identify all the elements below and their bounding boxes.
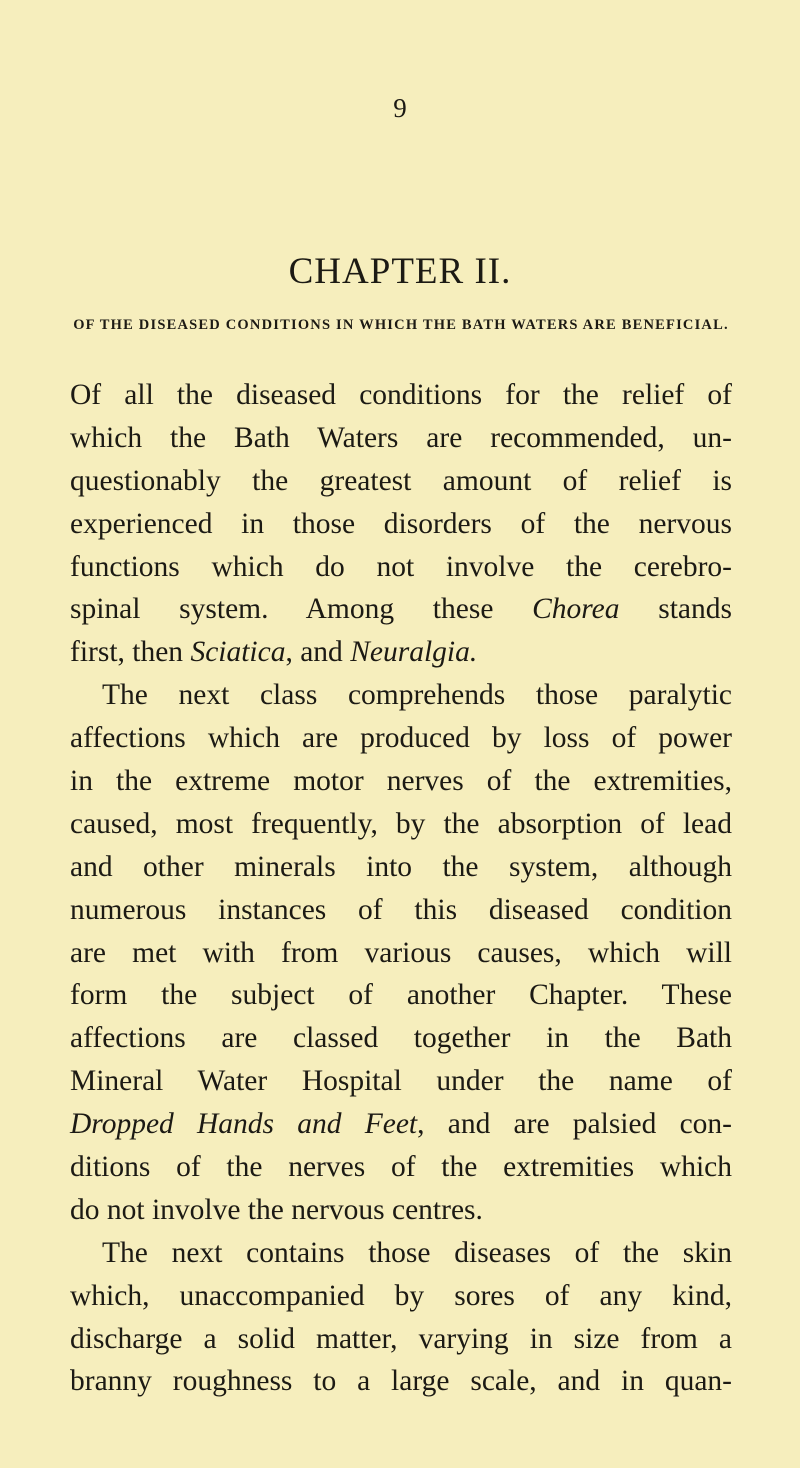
text-line: branny roughness to a large scale, and in quan- [70, 1365, 732, 1398]
text-line: affections are classed together in the Bath [70, 1022, 732, 1055]
text-line: ditions of the nerves of the extremities which [70, 1151, 732, 1184]
text-line: first, then Sciatica, and Neuralgia. [70, 636, 478, 669]
italic-term-dropped-hands-and-feet: Dropped Hands and Feet [70, 1108, 418, 1141]
text-line: spinal system. Among these Chorea stands [70, 593, 732, 626]
chapter-title: CHAPTER II. [288, 251, 512, 292]
text-line: numerous instances of this diseased condition [70, 893, 732, 926]
italic-term-neuralgia: Neuralgia. [350, 636, 478, 669]
text-line: The next contains those diseases of the skin [102, 1236, 732, 1269]
text-line: which the Bath Waters are recommended, un- [70, 421, 732, 454]
italic-term-chorea: Chorea [532, 593, 620, 626]
text-line: are met with from various causes, which will [70, 936, 732, 969]
chapter-subheading: OF THE DISEASED CONDITIONS IN WHICH THE BATH WATERS ARE BENEFICIAL. [73, 317, 729, 333]
text-line: which, unaccompanied by sores of any kind, [70, 1279, 732, 1312]
text-line: do not involve the nervous centres. [70, 1193, 483, 1226]
text-line: and other minerals into the system, although [70, 850, 732, 883]
text-line: functions which do not involve the cerebro- [70, 550, 732, 583]
body-text [70, 374, 732, 1403]
text-line: in the extreme motor nerves of the extremities, [70, 765, 732, 798]
text-line: experienced in those disorders of the nervous [70, 507, 732, 540]
text-line: caused, most frequently, by the absorption of lead [70, 807, 732, 840]
text-line: Of all the diseased conditions for the relief of [70, 379, 732, 411]
text-line: discharge a solid matter, varying in size from a [70, 1322, 732, 1355]
text-line: Dropped Hands and Feet, and are palsied con- [70, 1108, 732, 1141]
text-line: affections which are produced by loss of power [70, 722, 732, 755]
italic-term-sciatica: Sciatica [190, 636, 286, 669]
text-line: The next class comprehends those paralytic [102, 679, 732, 712]
page-number: 9 [393, 93, 407, 123]
text-line: Mineral Water Hospital under the name of [70, 1065, 732, 1098]
text-line: form the subject of another Chapter. These [70, 979, 732, 1012]
text-line: questionably the greatest amount of relief is [70, 464, 732, 497]
